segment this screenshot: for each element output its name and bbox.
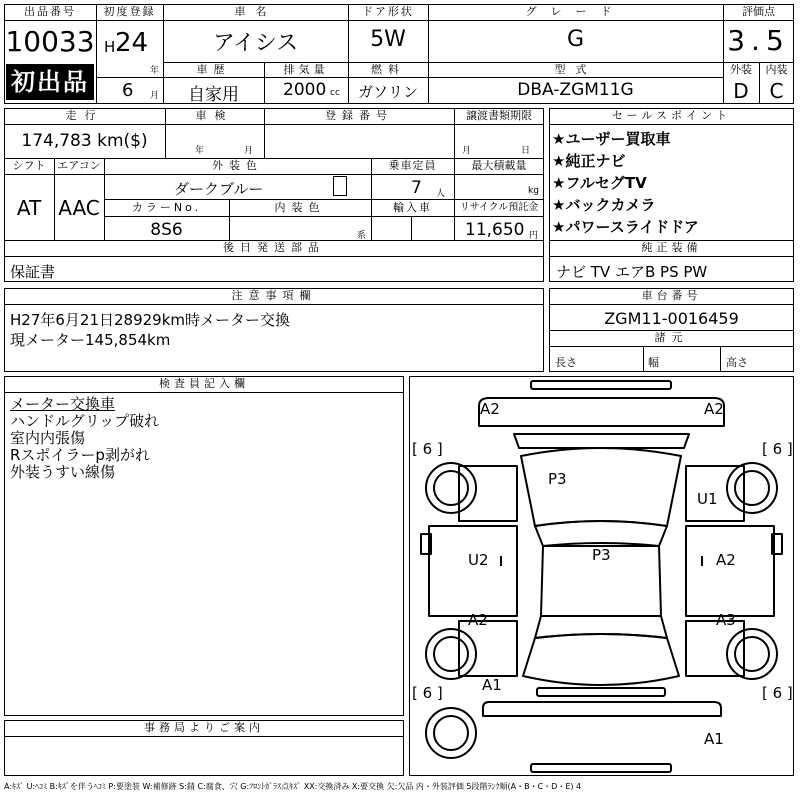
damage-mark: A2: [704, 400, 724, 418]
ac: AAC: [58, 196, 100, 220]
damage-mark: A2: [468, 611, 488, 629]
chassis-label: 車台番号: [641, 289, 702, 302]
color-no-label: カラーNo.: [131, 201, 202, 214]
delivery-item: 保証書: [10, 263, 56, 281]
sales-point: ★フルセグTV: [552, 174, 647, 192]
recycle-unit: 円: [529, 231, 539, 241]
reg-month: 6: [122, 80, 134, 101]
exterior-grade: D: [733, 79, 749, 103]
tire-front-right-label: [ 6 ]: [762, 440, 793, 458]
spare-tire-inner: [434, 716, 468, 750]
transfer-label: 譲渡書類期限: [466, 109, 532, 122]
tailgate-shape: [523, 634, 679, 685]
mileage: 174,783 km($): [21, 131, 148, 151]
transfer-month-unit: 月: [462, 146, 472, 156]
capacity-label: 乗車定員: [388, 159, 437, 172]
sales-points-list: [552, 128, 792, 238]
mileage-label: 走行: [65, 109, 104, 122]
month-unit: 月: [150, 91, 160, 101]
reg-number-label: 登録番号: [325, 109, 393, 122]
tire-front-left-inner: [434, 471, 468, 505]
first-listing-badge: [6, 64, 94, 100]
capacity-unit: 人: [436, 189, 446, 199]
right-door-side: [686, 526, 774, 616]
first-listing-text: 初出品: [11, 68, 89, 96]
dims-label: 諸元: [654, 331, 689, 344]
caution-line: H27年6月21日28929km時メーター交換: [10, 311, 291, 329]
hood-shape: [521, 448, 681, 526]
lot-number: 10033: [5, 25, 95, 58]
rear-body-shape: [483, 702, 721, 716]
inspector-notes: [10, 396, 159, 481]
era: H: [104, 38, 116, 56]
displacement-unit: cc: [330, 88, 340, 98]
score: 3.5: [727, 24, 790, 57]
grade: G: [566, 27, 585, 52]
sales-point: ★パワースライドドア: [552, 218, 699, 236]
caution-line: 現メーター145,854km: [10, 331, 171, 349]
damage-mark: A2: [716, 551, 736, 569]
tire-rear-right-inner: [735, 637, 769, 671]
ext-color-swatch: [333, 176, 347, 196]
damage-mark: A3: [716, 611, 736, 629]
shift-label: シフト: [12, 159, 46, 172]
damage-mark: P3: [548, 470, 567, 488]
int-color-label: 内装色: [274, 201, 326, 214]
sales-points-label: セールスポイント: [611, 109, 731, 122]
inspector-label: 検査員記入欄: [159, 377, 249, 390]
interior-grade: C: [769, 79, 784, 103]
door-label: ドア形状: [362, 5, 414, 18]
delivery-label: 後日発送部品: [223, 241, 325, 254]
car-name-label: 車名: [234, 5, 277, 18]
height-label: 高さ: [726, 356, 748, 369]
damage-mark: A1: [704, 730, 724, 748]
sales-point: ★ユーザー買取車: [552, 130, 671, 148]
tire-front-left-label: [ 6 ]: [412, 440, 443, 458]
reg-year: 24: [115, 28, 149, 58]
equipment-label: 純正装備: [641, 241, 702, 254]
damage-mark: U2: [468, 551, 489, 569]
inspector-line: 外装うすい線傷: [10, 463, 116, 481]
ext-color: ダークブルー: [174, 180, 264, 198]
fuel-label: 燃料: [371, 63, 405, 76]
exterior-grade-label: 外装: [730, 63, 752, 76]
model: DBA-ZGM11G: [517, 80, 634, 100]
damage-mark: U1: [697, 490, 718, 508]
windshield-shape: [535, 521, 667, 546]
inspection-year-unit: 年: [195, 146, 205, 156]
door-type: 5W: [370, 27, 406, 52]
inspector-line: 室内内張傷: [10, 429, 86, 447]
fuel: ガソリン: [357, 83, 418, 101]
damage-mark: P3: [592, 546, 611, 564]
windshield-top-shape: [514, 434, 689, 448]
tire-front-right-inner: [735, 471, 769, 505]
max-load-unit: kg: [528, 186, 539, 196]
score-label: 評価点: [742, 5, 775, 18]
max-load-label: 最大積載量: [471, 159, 527, 172]
recycle-label: リサイクル預託金: [459, 202, 539, 213]
history: 自家用: [188, 85, 239, 105]
interior-grade-label: 内装: [765, 63, 788, 76]
damage-mark: A1: [482, 676, 502, 694]
inspector-line: ハンドルグリップ破れ: [10, 412, 160, 430]
front-bumper-shape: [531, 381, 671, 389]
capacity: 7: [411, 178, 422, 198]
shift: AT: [16, 196, 42, 220]
chassis-number: ZGM11-0016459: [604, 309, 739, 328]
history-label: 車歴: [196, 63, 231, 76]
ext-color-label: 外装色: [212, 159, 263, 172]
inspector-line: メーター交換車: [10, 395, 116, 413]
caution-notes: [10, 312, 290, 349]
tire-rear-left-inner: [434, 637, 468, 671]
tire-rear-left-label: [ 6 ]: [412, 684, 443, 702]
front-roof-shape: [479, 398, 724, 426]
rear-roof-bumper-shape: [531, 764, 671, 772]
tire-rear-right-label: [ 6 ]: [762, 684, 793, 702]
equipment-value: ナビ TV エアB PS PW: [556, 263, 708, 281]
rear-bumper-shape: [537, 688, 665, 696]
ac-label: エアコン: [57, 159, 101, 172]
transfer-day-unit: 日: [521, 146, 531, 156]
displacement: 2000: [283, 80, 327, 100]
displacement-label: 排気量: [283, 63, 329, 76]
car-diagram: [409, 376, 794, 776]
int-color-unit: 系: [357, 231, 367, 241]
lot-number-label: 出品番号: [24, 5, 76, 18]
inspector-line: Rスポイラーp剥がれ: [10, 446, 150, 464]
color-no: 8S6: [150, 220, 183, 240]
office-label: 事務局よりご案内: [144, 721, 264, 734]
caution-label: 注意事項欄: [231, 289, 317, 302]
sales-point: ★バックカメラ: [552, 196, 656, 214]
left-door-side: [429, 526, 517, 616]
recycle-value: 11,650: [465, 220, 525, 240]
grade-label: グレード: [525, 5, 626, 18]
inspection-label: 車検: [195, 109, 234, 122]
width-label: 幅: [648, 356, 659, 369]
footer-legend: A:ｷｽﾞ U:ﾍｺﾐ B:ｷｽﾞを伴うﾍｺﾐ P:要塗装 W:補修跡 S:錆 C:腐食、穴 G:ﾌﾛﾝﾄｶﾞﾗｽ点ｷｽﾞ XX:交換済み X:要交換 欠:欠品 内・外装評価 5段階ﾗﾝｸ順(A・B・C・D・E) 4: [4, 782, 582, 791]
first-reg-label: 初度登録: [103, 5, 156, 18]
sales-point: ★純正ナビ: [552, 152, 626, 170]
import-label: 輸入車: [393, 201, 432, 214]
year-unit: 年: [150, 66, 160, 76]
length-label: 長さ: [555, 356, 577, 369]
model-label: 型式: [554, 63, 597, 76]
car-name: アイシス: [212, 31, 299, 56]
damage-mark: A2: [480, 400, 500, 418]
inspection-month-unit: 月: [244, 146, 254, 156]
